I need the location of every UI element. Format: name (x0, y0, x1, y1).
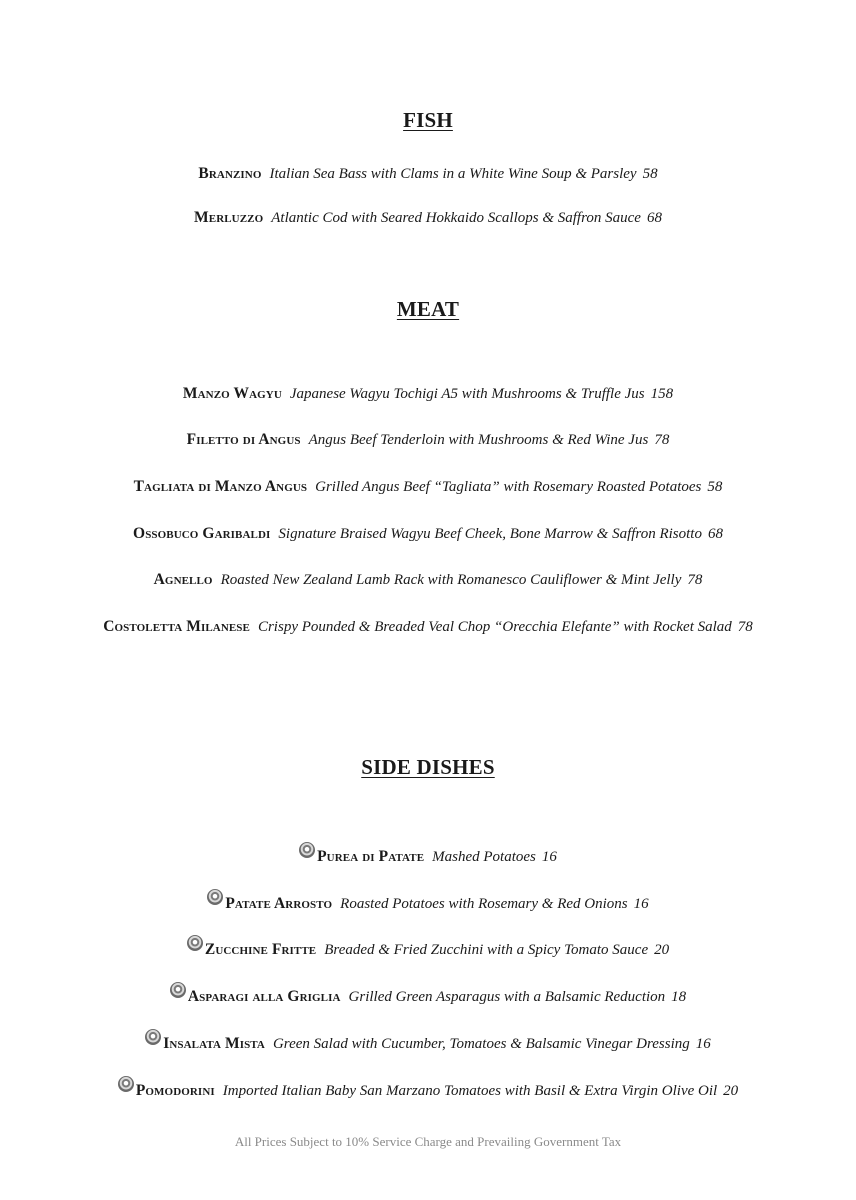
menu-item (0, 842, 856, 867)
vegetarian-icon (118, 1076, 134, 1092)
menu-item (0, 164, 856, 184)
dish-price: 16 (633, 896, 649, 912)
menu-item (0, 430, 856, 450)
menu-item (0, 384, 856, 404)
menu-item (0, 570, 856, 590)
dish-name: Filetto di Angus (186, 431, 301, 448)
dish-price: 158 (650, 386, 674, 402)
dish-name: Manzo Wagyu (182, 385, 282, 402)
dish-name: Zucchine Fritte (204, 941, 317, 958)
dish-description: Signature Braised Wagyu Beef Cheek, Bone Marrow & Saffron Risotto (278, 526, 702, 542)
dish-description: Mashed Potatoes (432, 849, 536, 865)
dish-name: Patate Arrosto (225, 895, 333, 912)
dish-price: 20 (654, 942, 670, 958)
dish-description: Roasted Potatoes with Rosemary & Red Onions (340, 896, 628, 912)
dish-name: Merluzzo (194, 209, 264, 226)
dish-price: 78 (687, 572, 703, 588)
menu-item (0, 617, 856, 637)
vegetarian-icon (299, 842, 315, 858)
dish-price: 78 (654, 432, 670, 448)
menu-item (0, 889, 856, 914)
menu-item (0, 982, 856, 1007)
dish-description: Grilled Angus Beef “Tagliata” with Rosemary Roasted Potatoes (315, 479, 702, 495)
menu-item (0, 208, 856, 228)
vegetarian-icon (207, 889, 223, 905)
section-heading-fish: FISH (403, 108, 453, 132)
dish-name: Asparagi alla Griglia (187, 988, 341, 1005)
dish-price: 16 (695, 1036, 711, 1052)
dish-price: 68 (646, 210, 662, 226)
dish-price: 20 (723, 1083, 739, 1099)
dish-description: Atlantic Cod with Seared Hokkaido Scallops & Saffron Sauce (271, 210, 641, 226)
dish-description: Imported Italian Baby San Marzano Tomatoes with Basil & Extra Virgin Olive Oil (222, 1083, 718, 1099)
section-heading-side-dishes: SIDE DISHES (361, 755, 495, 779)
dish-price: 16 (541, 849, 557, 865)
dish-name: Ossobuco Garibaldi (133, 525, 271, 542)
menu-item (0, 524, 856, 544)
dish-price: 78 (737, 619, 753, 635)
dish-name: Pomodorini (135, 1082, 215, 1099)
dish-description: Angus Beef Tenderloin with Mushrooms & Red Wine Jus (308, 432, 649, 448)
vegetarian-icon (187, 935, 203, 951)
section-heading-meat: MEAT (396, 297, 460, 321)
dish-name: Agnello (153, 571, 213, 588)
dish-name: Branzino (198, 165, 262, 182)
dish-name: Costoletta Milanese (103, 618, 250, 635)
menu-item (0, 1029, 856, 1054)
dish-description: Italian Sea Bass with Clams in a White Wine Soup & Parsley (269, 166, 637, 182)
dish-price: 58 (707, 479, 723, 495)
vegetarian-icon (145, 1029, 161, 1045)
vegetarian-icon (170, 982, 186, 998)
dish-name: Insalata Mista (163, 1035, 265, 1052)
dish-description: Roasted New Zealand Lamb Rack with Romanesco Cauliflower & Mint Jelly (220, 572, 682, 588)
dish-name: Tagliata di Manzo Angus (133, 478, 308, 495)
dish-description: Crispy Pounded & Breaded Veal Chop “Orecchia Elefante” with Rocket Salad (257, 619, 732, 635)
dish-description: Breaded & Fried Zucchini with a Spicy Tomato Sauce (324, 942, 649, 958)
menu-item (0, 477, 856, 497)
menu-item (0, 935, 856, 960)
menu-item (0, 1076, 856, 1101)
dish-price: 68 (707, 526, 723, 542)
dish-description: Grilled Green Asparagus with a Balsamic Reduction (348, 989, 666, 1005)
dish-name: Purea di Patate (317, 848, 425, 865)
dish-price: 58 (642, 166, 658, 182)
dish-description: Green Salad with Cucumber, Tomatoes & Balsamic Vinegar Dressing (272, 1036, 690, 1052)
dish-description: Japanese Wagyu Tochigi A5 with Mushrooms & Truffle Jus (289, 386, 645, 402)
dish-price: 18 (671, 989, 687, 1005)
price-disclaimer: All Prices Subject to 10% Service Charge and Prevailing Government Tax (234, 1134, 622, 1149)
